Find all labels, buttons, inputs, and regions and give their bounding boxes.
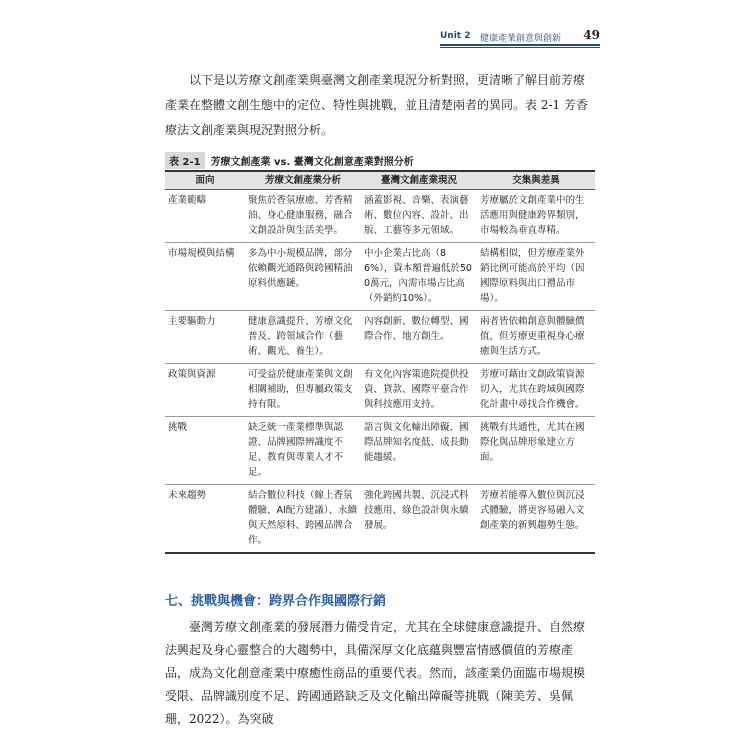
table-row [165,311,595,364]
unit-title: 健康產業創意與創新 [480,34,562,44]
table-row [165,417,595,485]
unit-label: Unit 2 [440,31,471,41]
header-rule [440,44,600,46]
body-paragraph: 臺灣芳療文創產業的發展潛力備受肯定，尤其在全球健康意識提升、自然療法興起及身心靈整合的大趨勢中，具備深厚文化底蘊與豐富情感價值的芳療產品，成為文化創意產業中療癒性商品的重要代表。然而，該產業仍面臨市場規模受限、品牌識別度不足、跨國通路缺乏及文化輸出障礙等挑戰（陳美芳、吳佩珊，2022）。為突破 [165,620,586,726]
cell-taiwan: 內容創新、數位轉型、國際合作、地方創生。 [361,311,477,364]
row-aspect: 市場規模與結構 [165,243,245,311]
table-row [165,243,595,311]
cell-intersection: 芳療可藉由文創政策資源切入，尤其在跨域與國際化計畫中尋找合作機會。 [477,364,595,417]
table-row [165,364,595,417]
header-aspect: 面向 [165,171,245,190]
cell-intersection: 挑戰有共通性，尤其在國際化與品牌形象建立方面。 [477,417,595,485]
comparison-table [165,170,595,554]
cell-taiwan: 語言與文化輸出障礙、國際品牌知名度低、成長動能趨緩。 [361,417,477,485]
cell-intersection: 兩者皆依賴創意與體驗價值，但芳療更重視身心療癒與生活方式。 [477,311,595,364]
row-aspect: 政策與資源 [165,364,245,417]
cell-aroma: 可受益於健康產業與文創相關補助，但專屬政策支持有限。 [245,364,361,417]
table-caption [165,152,595,168]
cell-aroma: 聚焦於香氛療癒、芳香精油、身心健康服務，融合文創設計與生活美學。 [245,190,361,243]
table-row [165,485,595,554]
header-rule-thin [440,47,600,48]
row-aspect: 產業範疇 [165,190,245,243]
intro-paragraph: 以下是以芳療文創產業與臺灣文創產業現況分析對照，更清晰了解目前芳療產業在整體文創生態中的定位、特性與挑戰，並且清楚兩者的異同。表 2-1 芳香療法文創產業與現況對照分析。 [165,73,588,137]
cell-taiwan: 涵蓋影視、音樂、表演藝術、數位內容、設計、出版、工藝等多元領域。 [361,190,477,243]
header-taiwan-status: 臺灣文創產業現況 [361,171,477,190]
cell-intersection: 結構相似，但芳療產業外銷比例可能高於平均（因國際原料與出口禮品市場）。 [477,243,595,311]
table-number-tag: 表 2-1 [165,152,205,169]
table-title: 芳療文創產業 vs. 臺灣文化創意產業對照分析 [210,157,414,168]
cell-intersection: 芳療屬於文創產業中的生活應用與健康跨界類別，市場較為垂直專精。 [477,190,595,243]
cell-aroma: 健康意識提升、芳療文化普及、跨領域合作（藝術、觀光、養生）。 [245,311,361,364]
cell-taiwan: 中小企業占比高（86%），資本額普遍低於500萬元，內需市場占比高（外銷約10%）。 [361,243,477,311]
row-aspect: 挑戰 [165,417,245,485]
header-intersection: 交集與差異 [477,171,595,190]
cell-taiwan: 有文化內容策進院提供投資、貸款、國際平臺合作與科技應用支持。 [361,364,477,417]
row-aspect: 主要驅動力 [165,311,245,364]
cell-taiwan: 強化跨國共製、沉浸式科技應用、綠色設計與永續發展。 [361,485,477,554]
section-heading: 七、挑戰與機會：跨界合作與國際行銷 [165,594,387,609]
header-aroma-analysis: 芳療文創產業分析 [245,171,361,190]
running-header [440,30,600,44]
table-header-row [165,171,595,190]
table-row [165,190,595,243]
row-aspect: 未來趨勢 [165,485,245,554]
cell-aroma: 缺乏統一產業標準與認證、品牌國際辨識度不足、教育與專業人才不足。 [245,417,361,485]
page-number: 49 [583,28,600,42]
cell-aroma: 結合數位科技（線上香氛體驗、AI配方建議）、永續與天然原料、跨國品牌合作。 [245,485,361,554]
cell-aroma: 多為中小規模品牌，部分依賴觀光通路與跨國精油原料供應鏈。 [245,243,361,311]
cell-intersection: 芳療若能導入數位與沉浸式體驗，將更容易融入文創產業的新興趨勢生態。 [477,485,595,554]
